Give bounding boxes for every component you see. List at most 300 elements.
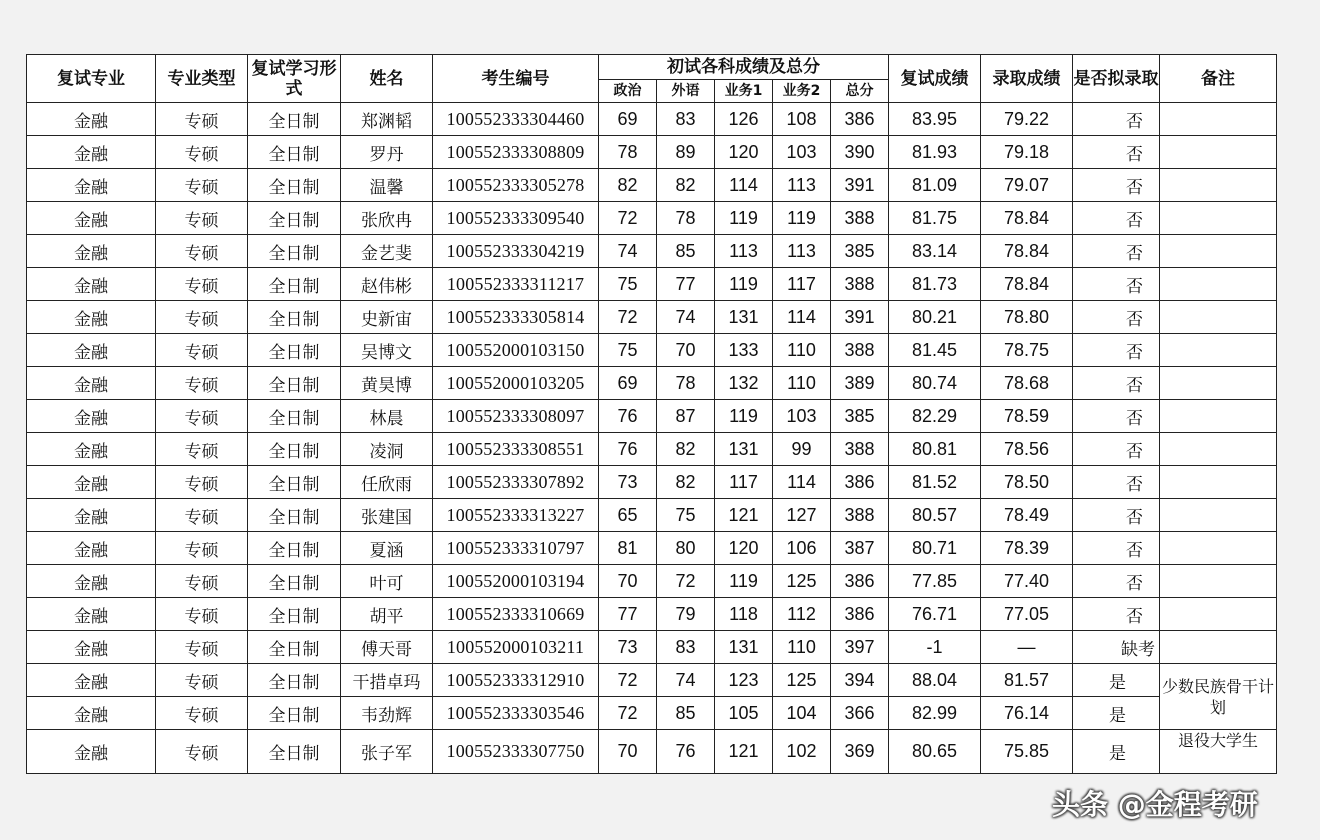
cell-type: 专硕 bbox=[156, 301, 248, 334]
cell-name: 叶可 bbox=[341, 565, 433, 598]
col-header-type: 专业类型 bbox=[156, 55, 248, 103]
table-row bbox=[27, 697, 1277, 730]
cell-subject2: 113 bbox=[773, 169, 831, 202]
cell-remarks bbox=[1160, 268, 1277, 301]
cell-admit-score: — bbox=[981, 631, 1073, 664]
cell-total: 388 bbox=[831, 433, 889, 466]
cell-foreign: 75 bbox=[657, 499, 715, 532]
cell-exam-id: 100552333304219 bbox=[433, 235, 599, 268]
cell-total: 386 bbox=[831, 466, 889, 499]
cell-exam-id: 100552333305814 bbox=[433, 301, 599, 334]
cell-exam-id: 100552333308551 bbox=[433, 433, 599, 466]
cell-foreign: 85 bbox=[657, 235, 715, 268]
cell-major: 金融 bbox=[27, 334, 156, 367]
cell-admit-score: 75.85 bbox=[981, 730, 1073, 774]
cell-subject1: 118 bbox=[715, 598, 773, 631]
cell-subject1: 121 bbox=[715, 499, 773, 532]
cell-exam-id: 100552333312910 bbox=[433, 664, 599, 697]
cell-exam-id: 100552000103205 bbox=[433, 367, 599, 400]
cell-admitted: 是 bbox=[1073, 730, 1160, 774]
cell-subject2: 110 bbox=[773, 367, 831, 400]
cell-mode: 全日制 bbox=[248, 334, 341, 367]
cell-mode: 全日制 bbox=[248, 103, 341, 136]
cell-admitted: 否 bbox=[1073, 202, 1160, 235]
cell-mode: 全日制 bbox=[248, 136, 341, 169]
cell-type: 专硕 bbox=[156, 235, 248, 268]
cell-major: 金融 bbox=[27, 202, 156, 235]
cell-mode: 全日制 bbox=[248, 301, 341, 334]
cell-exam-id: 100552000103211 bbox=[433, 631, 599, 664]
cell-admit-score: 79.07 bbox=[981, 169, 1073, 202]
table-row bbox=[27, 169, 1277, 202]
cell-name: 吴博文 bbox=[341, 334, 433, 367]
cell-admitted: 否 bbox=[1073, 103, 1160, 136]
cell-type: 专硕 bbox=[156, 499, 248, 532]
cell-total: 391 bbox=[831, 301, 889, 334]
cell-mode: 全日制 bbox=[248, 532, 341, 565]
cell-total: 385 bbox=[831, 235, 889, 268]
cell-name: 黄昊博 bbox=[341, 367, 433, 400]
cell-politics: 73 bbox=[599, 631, 657, 664]
cell-subject2: 99 bbox=[773, 433, 831, 466]
cell-politics: 74 bbox=[599, 235, 657, 268]
table-row bbox=[27, 301, 1277, 334]
cell-retest-score: -1 bbox=[889, 631, 981, 664]
cell-exam-id: 100552333310797 bbox=[433, 532, 599, 565]
cell-type: 专硕 bbox=[156, 367, 248, 400]
cell-politics: 65 bbox=[599, 499, 657, 532]
cell-admit-score: 81.57 bbox=[981, 664, 1073, 697]
cell-major: 金融 bbox=[27, 499, 156, 532]
cell-retest-score: 82.99 bbox=[889, 697, 981, 730]
cell-foreign: 82 bbox=[657, 466, 715, 499]
table-row bbox=[27, 532, 1277, 565]
cell-name: 夏涵 bbox=[341, 532, 433, 565]
cell-admit-score: 78.80 bbox=[981, 301, 1073, 334]
table-row bbox=[27, 268, 1277, 301]
cell-foreign: 76 bbox=[657, 730, 715, 774]
cell-remarks bbox=[1160, 301, 1277, 334]
cell-remarks bbox=[1160, 103, 1277, 136]
cell-remarks bbox=[1160, 565, 1277, 598]
cell-admitted: 否 bbox=[1073, 499, 1160, 532]
table-row bbox=[27, 202, 1277, 235]
cell-politics: 70 bbox=[599, 730, 657, 774]
cell-major: 金融 bbox=[27, 400, 156, 433]
cell-retest-score: 88.04 bbox=[889, 664, 981, 697]
cell-total: 366 bbox=[831, 697, 889, 730]
cell-admit-score: 78.84 bbox=[981, 235, 1073, 268]
cell-admitted: 否 bbox=[1073, 301, 1160, 334]
cell-major: 金融 bbox=[27, 433, 156, 466]
cell-name: 傅天哥 bbox=[341, 631, 433, 664]
cell-exam-id: 100552333308809 bbox=[433, 136, 599, 169]
cell-admitted: 否 bbox=[1073, 400, 1160, 433]
cell-type: 专硕 bbox=[156, 631, 248, 664]
cell-name: 金艺斐 bbox=[341, 235, 433, 268]
cell-subject2: 119 bbox=[773, 202, 831, 235]
cell-retest-score: 80.74 bbox=[889, 367, 981, 400]
cell-admit-score: 78.59 bbox=[981, 400, 1073, 433]
table-row bbox=[27, 367, 1277, 400]
cell-major: 金融 bbox=[27, 730, 156, 774]
cell-type: 专硕 bbox=[156, 664, 248, 697]
cell-type: 专硕 bbox=[156, 169, 248, 202]
col-header-politics: 政治 bbox=[599, 80, 657, 103]
cell-major: 金融 bbox=[27, 631, 156, 664]
cell-type: 专硕 bbox=[156, 136, 248, 169]
cell-name: 张子军 bbox=[341, 730, 433, 774]
cell-total: 388 bbox=[831, 334, 889, 367]
cell-type: 专硕 bbox=[156, 697, 248, 730]
cell-exam-id: 100552333304460 bbox=[433, 103, 599, 136]
cell-mode: 全日制 bbox=[248, 598, 341, 631]
cell-major: 金融 bbox=[27, 697, 156, 730]
cell-politics: 70 bbox=[599, 565, 657, 598]
cell-mode: 全日制 bbox=[248, 367, 341, 400]
cell-total: 386 bbox=[831, 565, 889, 598]
cell-remarks bbox=[1160, 400, 1277, 433]
cell-exam-id: 100552333308097 bbox=[433, 400, 599, 433]
cell-mode: 全日制 bbox=[248, 235, 341, 268]
cell-name: 温馨 bbox=[341, 169, 433, 202]
cell-retest-score: 81.93 bbox=[889, 136, 981, 169]
cell-admitted: 否 bbox=[1073, 136, 1160, 169]
cell-type: 专硕 bbox=[156, 334, 248, 367]
cell-remarks-minority-plan: 少数民族骨干计划 bbox=[1160, 664, 1277, 730]
cell-subject2: 117 bbox=[773, 268, 831, 301]
col-header-subject2: 业务2 bbox=[773, 80, 831, 103]
cell-subject1: 117 bbox=[715, 466, 773, 499]
cell-subject1: 113 bbox=[715, 235, 773, 268]
cell-total: 394 bbox=[831, 664, 889, 697]
col-header-mode: 复试学习形式 bbox=[248, 55, 341, 103]
cell-total: 388 bbox=[831, 499, 889, 532]
cell-politics: 72 bbox=[599, 202, 657, 235]
table-row bbox=[27, 466, 1277, 499]
cell-remarks bbox=[1160, 466, 1277, 499]
cell-foreign: 82 bbox=[657, 169, 715, 202]
cell-exam-id: 100552333305278 bbox=[433, 169, 599, 202]
cell-mode: 全日制 bbox=[248, 730, 341, 774]
cell-politics: 81 bbox=[599, 532, 657, 565]
cell-politics: 76 bbox=[599, 433, 657, 466]
cell-major: 金融 bbox=[27, 532, 156, 565]
cell-admit-score: 78.50 bbox=[981, 466, 1073, 499]
col-header-foreign: 外语 bbox=[657, 80, 715, 103]
cell-mode: 全日制 bbox=[248, 400, 341, 433]
cell-retest-score: 76.71 bbox=[889, 598, 981, 631]
cell-mode: 全日制 bbox=[248, 697, 341, 730]
cell-major: 金融 bbox=[27, 565, 156, 598]
cell-type: 专硕 bbox=[156, 268, 248, 301]
cell-foreign: 82 bbox=[657, 433, 715, 466]
cell-subject1: 132 bbox=[715, 367, 773, 400]
cell-subject1: 105 bbox=[715, 697, 773, 730]
cell-admitted: 否 bbox=[1073, 598, 1160, 631]
cell-total: 391 bbox=[831, 169, 889, 202]
cell-subject2: 112 bbox=[773, 598, 831, 631]
cell-remarks bbox=[1160, 367, 1277, 400]
cell-retest-score: 77.85 bbox=[889, 565, 981, 598]
cell-total: 388 bbox=[831, 202, 889, 235]
cell-remarks bbox=[1160, 202, 1277, 235]
cell-remarks bbox=[1160, 532, 1277, 565]
cell-subject2: 113 bbox=[773, 235, 831, 268]
cell-politics: 72 bbox=[599, 664, 657, 697]
cell-foreign: 85 bbox=[657, 697, 715, 730]
cell-subject2: 106 bbox=[773, 532, 831, 565]
cell-mode: 全日制 bbox=[248, 433, 341, 466]
table-row bbox=[27, 235, 1277, 268]
cell-exam-id: 100552333307750 bbox=[433, 730, 599, 774]
col-header-total: 总分 bbox=[831, 80, 889, 103]
cell-politics: 75 bbox=[599, 268, 657, 301]
cell-admit-score: 79.18 bbox=[981, 136, 1073, 169]
cell-admitted: 否 bbox=[1073, 268, 1160, 301]
cell-politics: 69 bbox=[599, 367, 657, 400]
cell-name: 任欣雨 bbox=[341, 466, 433, 499]
cell-foreign: 87 bbox=[657, 400, 715, 433]
cell-admit-score: 78.49 bbox=[981, 499, 1073, 532]
cell-foreign: 77 bbox=[657, 268, 715, 301]
cell-admit-score: 78.84 bbox=[981, 268, 1073, 301]
table-row bbox=[27, 565, 1277, 598]
cell-name: 干措卓玛 bbox=[341, 664, 433, 697]
cell-remarks bbox=[1160, 334, 1277, 367]
cell-subject2: 110 bbox=[773, 334, 831, 367]
cell-subject1: 119 bbox=[715, 400, 773, 433]
cell-exam-id: 100552333313227 bbox=[433, 499, 599, 532]
cell-foreign: 78 bbox=[657, 367, 715, 400]
col-header-name: 姓名 bbox=[341, 55, 433, 103]
cell-subject2: 125 bbox=[773, 664, 831, 697]
cell-admit-score: 78.68 bbox=[981, 367, 1073, 400]
cell-remarks bbox=[1160, 235, 1277, 268]
cell-exam-id: 100552333307892 bbox=[433, 466, 599, 499]
cell-foreign: 74 bbox=[657, 301, 715, 334]
cell-name: 赵伟彬 bbox=[341, 268, 433, 301]
cell-subject2: 108 bbox=[773, 103, 831, 136]
cell-major: 金融 bbox=[27, 268, 156, 301]
cell-admit-score: 78.56 bbox=[981, 433, 1073, 466]
cell-subject1: 120 bbox=[715, 532, 773, 565]
cell-major: 金融 bbox=[27, 466, 156, 499]
cell-exam-id: 100552000103150 bbox=[433, 334, 599, 367]
cell-politics: 75 bbox=[599, 334, 657, 367]
cell-subject2: 102 bbox=[773, 730, 831, 774]
cell-total: 389 bbox=[831, 367, 889, 400]
cell-retest-score: 80.57 bbox=[889, 499, 981, 532]
table-row bbox=[27, 499, 1277, 532]
cell-admitted: 是 bbox=[1073, 664, 1160, 697]
cell-type: 专硕 bbox=[156, 400, 248, 433]
cell-foreign: 74 bbox=[657, 664, 715, 697]
cell-subject1: 121 bbox=[715, 730, 773, 774]
cell-subject1: 131 bbox=[715, 631, 773, 664]
cell-subject1: 114 bbox=[715, 169, 773, 202]
cell-mode: 全日制 bbox=[248, 466, 341, 499]
cell-retest-score: 81.75 bbox=[889, 202, 981, 235]
cell-type: 专硕 bbox=[156, 466, 248, 499]
cell-name: 韦劲辉 bbox=[341, 697, 433, 730]
cell-type: 专硕 bbox=[156, 433, 248, 466]
col-header-initial-scores: 初试各科成绩及总分 bbox=[599, 55, 889, 80]
cell-politics: 78 bbox=[599, 136, 657, 169]
cell-total: 387 bbox=[831, 532, 889, 565]
cell-remarks bbox=[1160, 631, 1277, 664]
cell-exam-id: 100552333309540 bbox=[433, 202, 599, 235]
cell-subject2: 127 bbox=[773, 499, 831, 532]
admission-results-table bbox=[26, 54, 1277, 774]
cell-total: 369 bbox=[831, 730, 889, 774]
cell-subject1: 131 bbox=[715, 301, 773, 334]
cell-total: 397 bbox=[831, 631, 889, 664]
cell-admitted: 是 bbox=[1073, 697, 1160, 730]
cell-remarks bbox=[1160, 136, 1277, 169]
cell-politics: 76 bbox=[599, 400, 657, 433]
cell-name: 凌洞 bbox=[341, 433, 433, 466]
cell-name: 史新宙 bbox=[341, 301, 433, 334]
cell-admitted: 否 bbox=[1073, 433, 1160, 466]
cell-type: 专硕 bbox=[156, 598, 248, 631]
cell-mode: 全日制 bbox=[248, 169, 341, 202]
cell-remarks bbox=[1160, 169, 1277, 202]
cell-type: 专硕 bbox=[156, 202, 248, 235]
cell-politics: 73 bbox=[599, 466, 657, 499]
cell-subject2: 114 bbox=[773, 301, 831, 334]
cell-foreign: 89 bbox=[657, 136, 715, 169]
table-row bbox=[27, 730, 1277, 774]
col-header-major: 复试专业 bbox=[27, 55, 156, 103]
cell-subject2: 110 bbox=[773, 631, 831, 664]
cell-total: 386 bbox=[831, 103, 889, 136]
table-row bbox=[27, 103, 1277, 136]
cell-foreign: 79 bbox=[657, 598, 715, 631]
cell-foreign: 83 bbox=[657, 103, 715, 136]
cell-type: 专硕 bbox=[156, 565, 248, 598]
cell-admit-score: 78.39 bbox=[981, 532, 1073, 565]
cell-admitted: 否 bbox=[1073, 169, 1160, 202]
cell-major: 金融 bbox=[27, 235, 156, 268]
cell-admitted: 否 bbox=[1073, 532, 1160, 565]
cell-name: 罗丹 bbox=[341, 136, 433, 169]
cell-politics: 72 bbox=[599, 301, 657, 334]
cell-admit-score: 79.22 bbox=[981, 103, 1073, 136]
table-row bbox=[27, 631, 1277, 664]
cell-retest-score: 80.81 bbox=[889, 433, 981, 466]
cell-retest-score: 81.73 bbox=[889, 268, 981, 301]
cell-admitted: 否 bbox=[1073, 235, 1160, 268]
cell-foreign: 70 bbox=[657, 334, 715, 367]
cell-retest-score: 81.09 bbox=[889, 169, 981, 202]
cell-admit-score: 77.05 bbox=[981, 598, 1073, 631]
table-row bbox=[27, 664, 1277, 697]
cell-subject1: 126 bbox=[715, 103, 773, 136]
cell-retest-score: 80.71 bbox=[889, 532, 981, 565]
cell-admit-score: 78.75 bbox=[981, 334, 1073, 367]
cell-major: 金融 bbox=[27, 136, 156, 169]
cell-subject1: 119 bbox=[715, 202, 773, 235]
cell-exam-id: 100552333311217 bbox=[433, 268, 599, 301]
cell-admitted: 否 bbox=[1073, 334, 1160, 367]
header-row bbox=[27, 55, 1277, 80]
cell-mode: 全日制 bbox=[248, 565, 341, 598]
cell-total: 386 bbox=[831, 598, 889, 631]
cell-politics: 82 bbox=[599, 169, 657, 202]
cell-total: 385 bbox=[831, 400, 889, 433]
cell-admit-score: 77.40 bbox=[981, 565, 1073, 598]
cell-subject2: 125 bbox=[773, 565, 831, 598]
col-header-retest-score: 复试成绩 bbox=[889, 55, 981, 103]
cell-subject1: 119 bbox=[715, 565, 773, 598]
cell-foreign: 78 bbox=[657, 202, 715, 235]
col-header-is-admitted: 是否拟录取 bbox=[1073, 55, 1160, 103]
cell-subject1: 133 bbox=[715, 334, 773, 367]
cell-subject2: 104 bbox=[773, 697, 831, 730]
cell-foreign: 83 bbox=[657, 631, 715, 664]
cell-major: 金融 bbox=[27, 169, 156, 202]
col-header-admit-score: 录取成绩 bbox=[981, 55, 1073, 103]
cell-politics: 69 bbox=[599, 103, 657, 136]
cell-admitted: 否 bbox=[1073, 367, 1160, 400]
table-body bbox=[27, 103, 1277, 774]
cell-subject1: 120 bbox=[715, 136, 773, 169]
cell-subject1: 123 bbox=[715, 664, 773, 697]
col-header-subject1: 业务1 bbox=[715, 80, 773, 103]
cell-retest-score: 80.65 bbox=[889, 730, 981, 774]
cell-subject2: 114 bbox=[773, 466, 831, 499]
watermark: 头条 @金程考研 bbox=[1052, 788, 1258, 821]
cell-retest-score: 82.29 bbox=[889, 400, 981, 433]
cell-major: 金融 bbox=[27, 367, 156, 400]
cell-subject2: 103 bbox=[773, 136, 831, 169]
cell-remarks bbox=[1160, 499, 1277, 532]
table-row bbox=[27, 433, 1277, 466]
cell-retest-score: 83.14 bbox=[889, 235, 981, 268]
cell-mode: 全日制 bbox=[248, 202, 341, 235]
cell-retest-score: 81.45 bbox=[889, 334, 981, 367]
cell-exam-id: 100552333303546 bbox=[433, 697, 599, 730]
cell-remarks bbox=[1160, 598, 1277, 631]
table-row bbox=[27, 598, 1277, 631]
cell-exam-id: 100552000103194 bbox=[433, 565, 599, 598]
col-header-exam-id: 考生编号 bbox=[433, 55, 599, 103]
cell-admitted: 否 bbox=[1073, 565, 1160, 598]
table-row bbox=[27, 136, 1277, 169]
cell-retest-score: 81.52 bbox=[889, 466, 981, 499]
cell-mode: 全日制 bbox=[248, 631, 341, 664]
cell-admit-score: 76.14 bbox=[981, 697, 1073, 730]
cell-major: 金融 bbox=[27, 598, 156, 631]
cell-politics: 72 bbox=[599, 697, 657, 730]
cell-foreign: 72 bbox=[657, 565, 715, 598]
cell-name: 张欣冉 bbox=[341, 202, 433, 235]
cell-type: 专硕 bbox=[156, 730, 248, 774]
cell-name: 胡平 bbox=[341, 598, 433, 631]
cell-remarks-veteran-plan: 退役大学生 bbox=[1160, 730, 1277, 774]
cell-total: 390 bbox=[831, 136, 889, 169]
cell-name: 张建国 bbox=[341, 499, 433, 532]
cell-politics: 77 bbox=[599, 598, 657, 631]
cell-major: 金融 bbox=[27, 664, 156, 697]
cell-admit-score: 78.84 bbox=[981, 202, 1073, 235]
cell-subject2: 103 bbox=[773, 400, 831, 433]
cell-retest-score: 83.95 bbox=[889, 103, 981, 136]
cell-retest-score: 80.21 bbox=[889, 301, 981, 334]
cell-exam-id: 100552333310669 bbox=[433, 598, 599, 631]
cell-mode: 全日制 bbox=[248, 664, 341, 697]
